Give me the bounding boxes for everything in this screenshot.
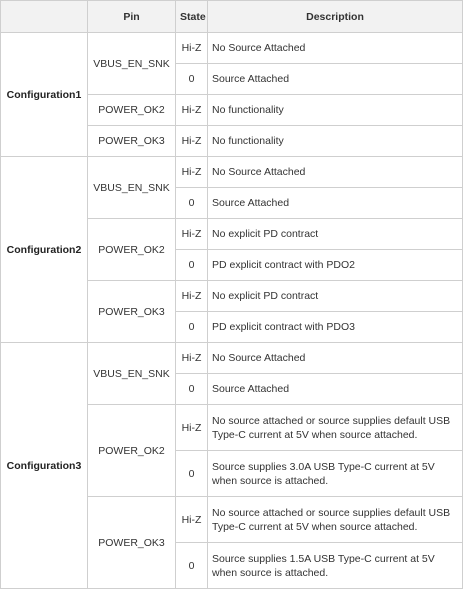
state-cell: Hi-Z (176, 95, 208, 126)
description-cell: No explicit PD contract (208, 219, 463, 250)
state-cell: 0 (176, 250, 208, 281)
state-cell: Hi-Z (176, 33, 208, 64)
state-cell: 0 (176, 451, 208, 497)
state-cell: Hi-Z (176, 281, 208, 312)
description-cell: Source supplies 1.5A USB Type-C current at 5V when source is attached. (208, 543, 463, 589)
table-row (1, 157, 463, 188)
pin-cell: POWER_OK2 (88, 95, 176, 126)
header-pin: Pin (88, 1, 176, 33)
table-row (1, 33, 463, 64)
state-cell: 0 (176, 64, 208, 95)
pin-cell: POWER_OK2 (88, 219, 176, 281)
table-row (1, 343, 463, 374)
state-cell: 0 (176, 188, 208, 219)
description-cell: No source attached or source supplies default USB Type-C current at 5V when source attached. (208, 405, 463, 451)
pin-cell: VBUS_EN_SNK (88, 343, 176, 405)
description-cell: No functionality (208, 126, 463, 157)
description-cell: Source Attached (208, 188, 463, 219)
state-cell: 0 (176, 312, 208, 343)
description-cell: PD explicit contract with PDO3 (208, 312, 463, 343)
pin-cell: POWER_OK3 (88, 497, 176, 589)
config-name-2: Configuration2 (1, 157, 88, 343)
description-cell: No functionality (208, 95, 463, 126)
description-cell: Source Attached (208, 64, 463, 95)
state-cell: Hi-Z (176, 497, 208, 543)
description-cell: No source attached or source supplies default USB Type-C current at 5V when source attached. (208, 497, 463, 543)
state-cell: 0 (176, 543, 208, 589)
header-blank (1, 1, 88, 33)
pin-cell: VBUS_EN_SNK (88, 157, 176, 219)
pin-cell: VBUS_EN_SNK (88, 33, 176, 95)
state-cell: Hi-Z (176, 343, 208, 374)
header-row (1, 1, 463, 33)
header-description: Description (208, 1, 463, 33)
state-cell: Hi-Z (176, 157, 208, 188)
description-cell: Source Attached (208, 374, 463, 405)
config-name-3: Configuration3 (1, 343, 88, 589)
state-cell: 0 (176, 374, 208, 405)
pin-cell: POWER_OK2 (88, 405, 176, 497)
description-cell: PD explicit contract with PDO2 (208, 250, 463, 281)
header-state: State (176, 1, 208, 33)
description-cell: Source supplies 3.0A USB Type-C current at 5V when source is attached. (208, 451, 463, 497)
pin-cell: POWER_OK3 (88, 126, 176, 157)
pin-cell: POWER_OK3 (88, 281, 176, 343)
description-cell: No Source Attached (208, 33, 463, 64)
state-cell: Hi-Z (176, 405, 208, 451)
description-cell: No Source Attached (208, 343, 463, 374)
state-cell: Hi-Z (176, 126, 208, 157)
state-cell: Hi-Z (176, 219, 208, 250)
description-cell: No explicit PD contract (208, 281, 463, 312)
config-name-1: Configuration1 (1, 33, 88, 157)
description-cell: No Source Attached (208, 157, 463, 188)
